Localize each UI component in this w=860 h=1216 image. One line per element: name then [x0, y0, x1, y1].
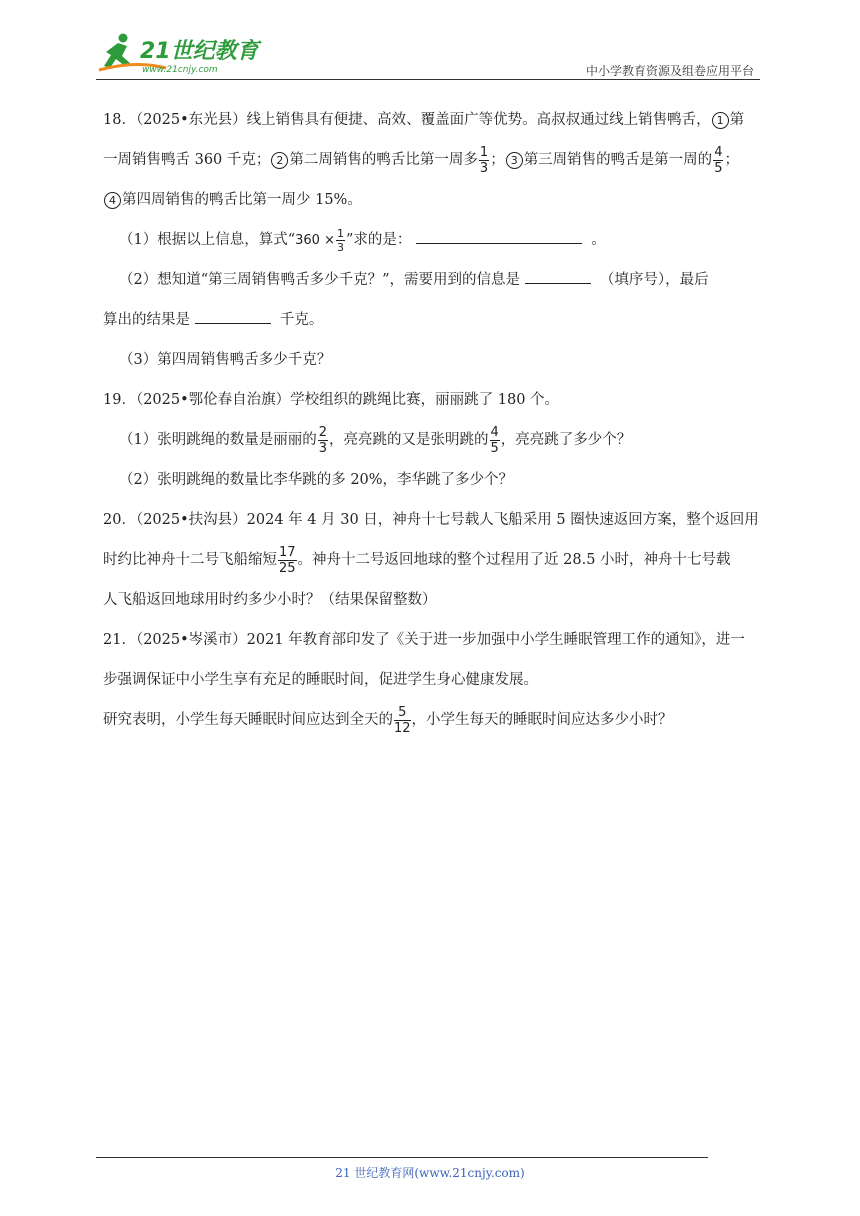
question-number: 21． [103, 632, 136, 648]
question-text: 第四周销售的鸭舌比第一周少 15%。 [122, 192, 362, 208]
question-text: （填序号），最后 [599, 272, 709, 288]
question-text: 第三周销售的鸭舌是第一周的 [523, 152, 713, 168]
question-19 [103, 380, 763, 500]
fraction [336, 228, 345, 253]
denominator: 3 [336, 240, 344, 254]
fraction [278, 546, 297, 575]
question-text: 一周销售鸭舌 360 千克； [103, 152, 271, 168]
logo-url: www.21cnjy.com [142, 65, 218, 75]
denominator: 5 [490, 440, 499, 456]
numerator: 1 [479, 144, 489, 160]
expression: 360 × [295, 233, 335, 248]
question-text: （2025•岑溪市）2021 年教育部印发了《关于进一步加强中小学生睡眠管理工作的通知》，进一 [135, 632, 745, 648]
question-text: （2025•鄂伦春自治旗）学校组织的跳绳比赛，丽丽跳了 180 个。 [135, 392, 560, 408]
header-divider [96, 79, 760, 80]
question-text: ； [724, 152, 739, 168]
fraction [713, 146, 723, 175]
footer-link[interactable]: 21 世纪教育网(www.21cnjy.com) [335, 1166, 525, 1180]
question-text: （3）第四周销售鸭舌多少千克？ [119, 352, 332, 368]
circled-number-1: 1 [712, 112, 729, 129]
question-text: 第二周销售的鸭舌比第一周多 [289, 152, 478, 168]
denominator: 3 [318, 440, 328, 456]
answer-blank[interactable] [416, 229, 582, 244]
question-text: （2025•东光县）线上销售具有便捷、高效、覆盖面广等优势。高叔叔通过线上销售鸭舌， [135, 112, 711, 128]
question-text: 第 [729, 112, 745, 128]
denominator: 12 [394, 720, 411, 736]
question-text: 。 [591, 232, 606, 248]
denominator: 5 [714, 160, 723, 176]
question-text: （1）张明跳绳的数量是丽丽的 [119, 432, 317, 448]
numerator: 2 [318, 424, 328, 440]
logo-text: 21世纪教育 [140, 39, 259, 64]
numerator: 5 [394, 706, 411, 721]
circled-number-2: 2 [271, 152, 288, 169]
runner-logo-icon [96, 30, 266, 76]
numerator: 4 [714, 144, 723, 160]
question-text: 算出的结果是 [103, 312, 190, 328]
question-number: 18． [103, 112, 136, 128]
question-text: 时约比神舟十二号飞船缩短 [103, 552, 277, 568]
question-text: （2）张明跳绳的数量比李华跳的多 20%，李华跳了多少个？ [119, 472, 514, 488]
denominator: 3 [479, 160, 489, 176]
fraction [479, 146, 489, 175]
numerator: 17 [279, 544, 296, 560]
question-text: （2）想知道“第三周销售鸭舌多少千克？”，需要用到的信息是 [119, 272, 521, 288]
site-logo [96, 30, 266, 76]
question-text: 步强调保证中小学生享有充足的睡眠时间，促进学生身心健康发展。 [103, 672, 538, 688]
question-list [103, 100, 763, 740]
page-header [96, 30, 760, 80]
denominator: 25 [279, 560, 296, 576]
question-text: 。神舟十二号返回地球的整个过程用了近 28.5 小时，神舟十七号载 [297, 552, 731, 568]
question-text: 人飞船返回地球用时约多少小时？（结果保留整数） [103, 592, 437, 608]
fraction [318, 426, 328, 455]
question-21 [103, 620, 763, 740]
question-text: ”求的是： [345, 232, 412, 248]
sub-question-3 [103, 340, 763, 380]
question-text: 千克。 [279, 312, 324, 328]
answer-blank[interactable] [525, 269, 591, 284]
question-text: 研究表明，小学生每天睡眠时间应达到全天的 [103, 712, 393, 728]
platform-name: 中小学教育资源及组卷应用平台 [585, 64, 754, 78]
question-text: （2025•扶沟县）2024 年 4 月 30 日，神舟十七号载人飞船采用 5 圈快速返回方案，整个返回用 [135, 512, 759, 528]
question-text: ，亮亮跳的又是张明跳的 [329, 432, 489, 448]
sub-question-2 [103, 460, 763, 500]
sub-question-1 [103, 220, 763, 260]
answer-blank[interactable] [195, 309, 271, 324]
question-number: 20． [103, 512, 136, 528]
question-text: ，亮亮跳了多少个？ [500, 432, 632, 448]
sub-question-2 [103, 260, 763, 300]
fraction [490, 426, 500, 455]
question-number: 19． [103, 392, 136, 408]
numerator: 4 [490, 424, 499, 440]
question-20 [103, 500, 763, 620]
question-18 [103, 100, 763, 380]
question-text: ，小学生每天的睡眠时间应达多少小时？ [411, 712, 673, 728]
numerator: 1 [336, 226, 344, 240]
circled-number-4: 4 [104, 192, 121, 209]
circled-number-3: 3 [506, 152, 523, 169]
question-text: （1）根据以上信息，算式“ [119, 232, 296, 248]
fraction [394, 706, 411, 735]
sub-question-1 [103, 420, 763, 460]
footer-divider [96, 1157, 708, 1158]
question-text: ； [490, 152, 505, 168]
